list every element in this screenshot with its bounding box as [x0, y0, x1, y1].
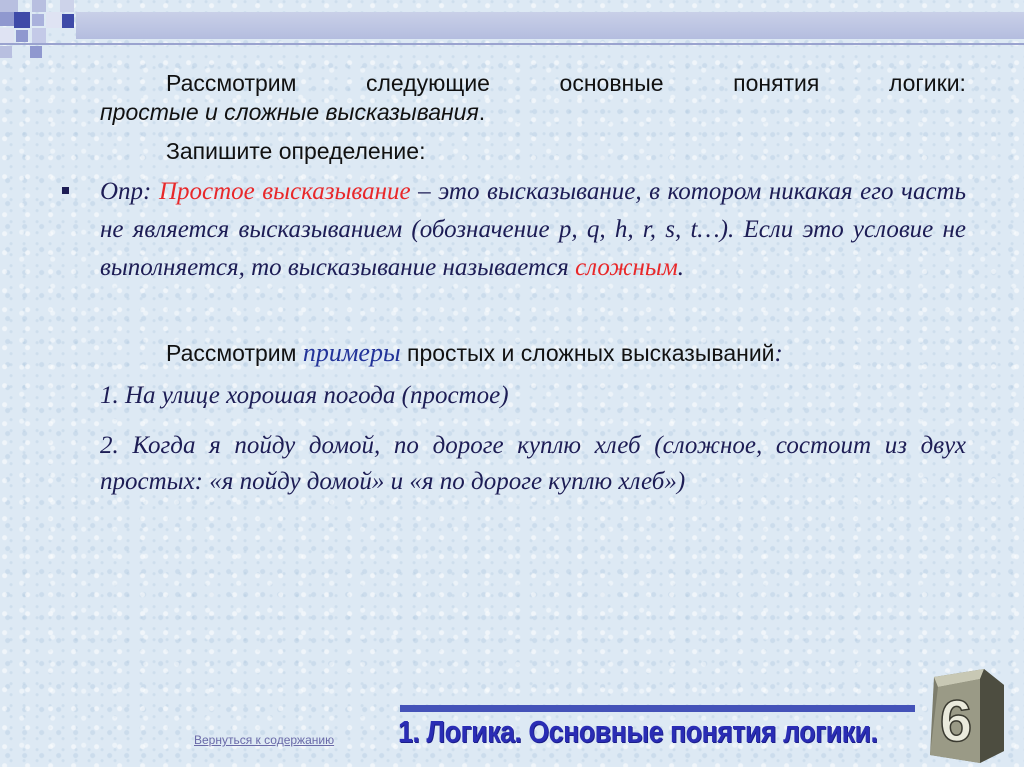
definition-block — [100, 173, 966, 287]
footer-bar — [400, 705, 915, 712]
intro-word: Рассмотрим — [166, 70, 297, 96]
definition-highlight: сложным — [575, 254, 678, 281]
instruction-text: Запишите определение: — [166, 138, 426, 164]
intro-topic: простые и сложные высказывания — [100, 99, 479, 125]
examples-lead-rest: простых и сложных высказываний — [400, 340, 775, 366]
examples-lead — [166, 338, 783, 368]
intro-word: основные — [559, 70, 664, 96]
definition-prefix: Опр: — [100, 178, 159, 205]
intro-word: логики: — [888, 70, 966, 96]
bullet-icon — [62, 187, 69, 194]
definition-end: . — [677, 254, 685, 281]
intro-period: . — [478, 99, 486, 125]
intro-line2 — [100, 99, 485, 126]
back-to-contents-link[interactable]: Вернуться к содержанию — [194, 733, 335, 747]
examples-colon: : — [774, 340, 783, 367]
example-item-2: 2. Когда я пойду домой, по дороге куплю хлеб (сложное, состоит из двух простых: «я пойду домой» и «я по дороге куплю хлеб») — [100, 432, 966, 495]
definition-term: Простое высказывание — [158, 178, 411, 205]
intro-word: понятия — [733, 70, 820, 96]
example-item-1: 1. На улице хорошая погода (простое) — [100, 382, 509, 409]
slide-number-badge — [922, 665, 1012, 765]
examples-lead-text: Рассмотрим — [166, 340, 303, 366]
footer-title: 1. Логика. Основные понятия логики. — [398, 714, 878, 749]
definition-text: – это высказывание, в котором никакая его часть не является высказыванием (обозначение p, q, h, r, s, t…). Если это условие не выполняется, то высказывание называется — [100, 178, 966, 281]
examples-emphasis: примеры — [302, 338, 401, 367]
intro-word: следующие — [366, 70, 490, 96]
intro-line1 — [166, 70, 966, 97]
slide-number: 6 — [939, 689, 973, 754]
